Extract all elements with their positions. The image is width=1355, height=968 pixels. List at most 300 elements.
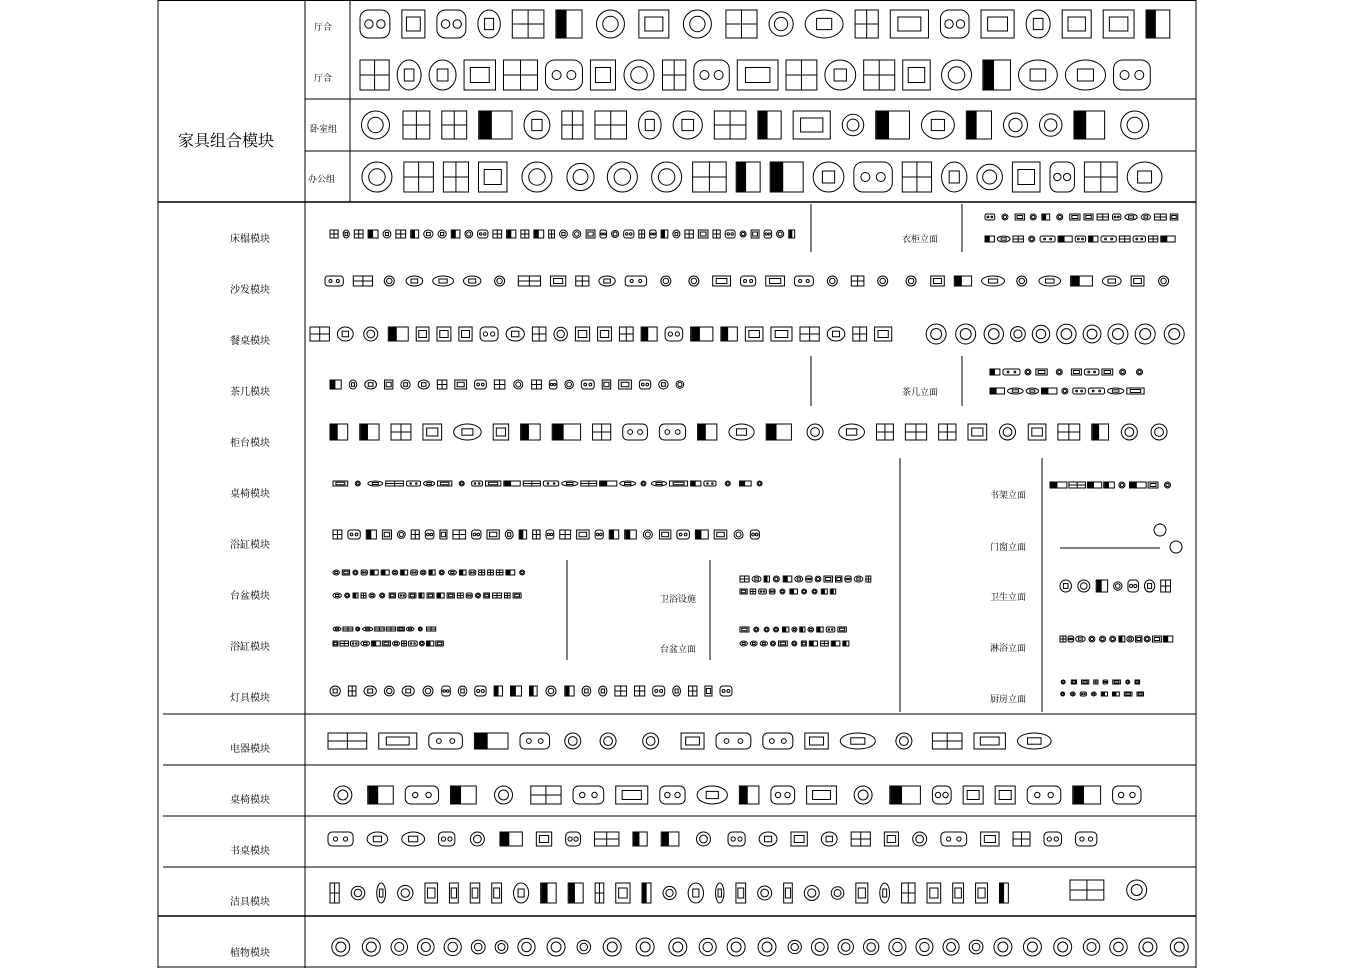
furniture-symbol	[562, 232, 565, 235]
furniture-symbol	[424, 481, 435, 486]
furniture-symbol	[1012, 390, 1018, 392]
furniture-symbol	[331, 425, 337, 439]
side-label: 门窗立面	[990, 543, 1027, 553]
furniture-symbol	[1008, 388, 1024, 394]
furniture-symbol	[741, 590, 745, 593]
module-row-label: 桌椅模块	[230, 489, 270, 500]
furniture-symbol	[372, 483, 378, 485]
furniture-symbol	[949, 171, 959, 183]
furniture-symbol	[681, 733, 704, 749]
furniture-symbol	[737, 163, 745, 191]
furniture-symbol	[438, 230, 446, 238]
furniture-symbol	[371, 571, 374, 574]
furniture-symbol	[737, 60, 778, 90]
furniture-symbol	[406, 689, 411, 693]
furniture-symbol	[851, 738, 865, 744]
furniture-symbol	[1138, 171, 1152, 183]
module-row-label: 植物模块	[230, 948, 270, 959]
furniture-symbol	[464, 60, 495, 90]
furniture-symbol	[794, 276, 813, 286]
furniture-symbol	[875, 327, 892, 341]
furniture-symbol	[884, 832, 898, 846]
furniture-symbol	[446, 690, 449, 693]
furniture-symbol	[1143, 942, 1153, 952]
furniture-symbol	[784, 577, 787, 581]
furniture-symbol	[985, 214, 995, 220]
furniture-symbol	[676, 381, 684, 389]
furniture-symbol	[628, 430, 633, 435]
furniture-symbol	[931, 119, 944, 130]
furniture-symbol	[826, 627, 835, 632]
furniture-symbol	[745, 327, 763, 341]
furniture-symbol	[397, 531, 405, 539]
furniture-symbol	[1102, 693, 1104, 695]
furniture-symbol	[1058, 370, 1061, 373]
furniture-symbol	[1047, 837, 1051, 841]
furniture-symbol	[742, 628, 747, 631]
furniture-symbol	[696, 832, 710, 846]
furniture-symbol	[731, 942, 741, 952]
furniture-symbol	[947, 943, 956, 952]
furniture-symbol	[1127, 117, 1142, 132]
furniture-symbol	[444, 938, 461, 955]
furniture-symbol	[410, 483, 412, 485]
furniture-symbol	[738, 837, 742, 841]
furniture-symbol	[473, 533, 476, 536]
furniture-symbol	[551, 942, 561, 952]
furniture-symbol	[955, 277, 961, 285]
furniture-symbol	[520, 733, 550, 749]
furniture-symbol	[1118, 792, 1123, 797]
furniture-symbol	[1083, 681, 1087, 683]
furniture-symbol	[616, 786, 648, 804]
furniture-symbol	[1136, 238, 1138, 240]
furniture-symbol	[433, 276, 454, 286]
furniture-symbol	[942, 60, 972, 90]
furniture-symbol	[575, 232, 579, 236]
furniture-symbol	[758, 886, 772, 900]
furniture-symbol	[977, 164, 1002, 189]
furniture-symbol	[941, 832, 967, 846]
furniture-symbol	[1086, 216, 1091, 219]
furniture-symbol	[811, 428, 820, 437]
furniture-symbol	[1088, 483, 1093, 487]
furniture-symbol	[508, 231, 511, 237]
furniture-symbol	[1166, 483, 1169, 486]
furniture-symbol	[369, 231, 372, 237]
furniture-symbol	[325, 276, 343, 286]
furniture-symbol	[755, 578, 759, 580]
furniture-symbol	[1035, 792, 1040, 797]
furniture-symbol	[623, 424, 648, 440]
furniture-symbol	[364, 686, 376, 696]
furniture-symbol	[731, 233, 733, 235]
furniture-symbol	[639, 280, 642, 283]
furniture-symbol	[407, 481, 421, 486]
furniture-symbol	[974, 733, 1005, 749]
furniture-symbol	[439, 279, 447, 283]
furniture-symbol	[1058, 942, 1068, 952]
furniture-symbol	[706, 791, 718, 798]
furniture-symbol	[580, 943, 587, 950]
furniture-symbol	[1094, 371, 1096, 373]
furniture-symbol	[580, 792, 585, 797]
furniture-symbol	[785, 888, 790, 898]
furniture-symbol	[371, 595, 373, 597]
furniture-symbol	[357, 628, 359, 630]
furniture-symbol	[740, 641, 747, 646]
furniture-symbol	[547, 483, 549, 485]
furniture-symbol	[810, 629, 812, 631]
furniture-symbol	[1159, 276, 1169, 286]
furniture-symbol	[384, 686, 394, 696]
furniture-symbol	[1062, 693, 1064, 695]
furniture-symbol	[1141, 238, 1143, 240]
furniture-symbol	[998, 942, 1008, 952]
furniture-symbol	[858, 790, 868, 800]
furniture-symbol	[1127, 162, 1162, 192]
furniture-symbol	[943, 792, 948, 797]
furniture-symbol	[1019, 278, 1024, 284]
furniture-symbol	[696, 531, 700, 538]
furniture-symbol	[684, 533, 687, 536]
furniture-symbol	[876, 173, 885, 182]
furniture-symbol	[856, 883, 868, 903]
furniture-symbol	[499, 790, 509, 800]
furniture-symbol	[461, 689, 464, 693]
furniture-symbol	[991, 389, 996, 393]
furniture-symbol	[1017, 216, 1023, 219]
furniture-symbol	[398, 885, 413, 900]
furniture-symbol	[1045, 119, 1057, 131]
furniture-symbol	[1151, 424, 1167, 440]
furniture-symbol	[356, 482, 359, 485]
furniture-symbol	[642, 482, 645, 485]
furniture-symbol	[745, 68, 769, 83]
furniture-symbol	[734, 530, 743, 539]
furniture-symbol	[722, 690, 725, 693]
furniture-symbol	[1169, 329, 1180, 340]
furniture-symbol	[1087, 942, 1096, 951]
furniture-symbol	[1154, 638, 1159, 641]
furniture-symbol	[1146, 637, 1149, 640]
furniture-symbol	[660, 786, 685, 804]
furniture-symbol	[343, 230, 349, 238]
furniture-symbol	[755, 533, 758, 536]
furniture-symbol	[692, 328, 700, 340]
side-label: 厨房立面	[990, 695, 1027, 705]
furniture-symbol	[553, 483, 555, 485]
furniture-symbol	[453, 20, 461, 28]
furniture-symbol	[365, 572, 367, 574]
furniture-symbol	[1138, 370, 1141, 373]
furniture-symbol	[489, 482, 498, 485]
furniture-symbol	[906, 276, 916, 286]
furniture-symbol	[522, 425, 529, 439]
furniture-symbol	[507, 571, 510, 574]
furniture-symbol	[508, 533, 511, 537]
furniture-symbol	[455, 380, 467, 389]
furniture-symbol	[495, 687, 498, 695]
furniture-symbol	[1026, 10, 1050, 38]
furniture-symbol	[422, 383, 426, 387]
furniture-symbol	[404, 69, 414, 81]
combo-row-label: 卧室组	[310, 125, 338, 135]
furniture-symbol	[847, 119, 859, 131]
furniture-symbol	[451, 572, 454, 574]
furniture-symbol	[677, 530, 690, 539]
furniture-symbol	[470, 595, 472, 597]
furniture-symbol	[727, 938, 745, 956]
furniture-symbol	[1121, 111, 1149, 139]
furniture-symbol	[983, 170, 997, 184]
furniture-symbol	[512, 331, 519, 337]
furniture-symbol	[678, 382, 682, 386]
furniture-symbol	[440, 571, 443, 574]
furniture-symbol	[1108, 279, 1116, 283]
furniture-symbol	[707, 483, 709, 485]
furniture-symbol	[481, 383, 484, 386]
furniture-symbol	[365, 380, 377, 389]
furniture-symbol	[402, 832, 425, 846]
furniture-symbol	[662, 833, 668, 845]
furniture-symbol	[332, 938, 350, 956]
furniture-symbol	[694, 60, 729, 90]
furniture-symbol	[414, 643, 416, 645]
furniture-symbol	[893, 942, 902, 951]
furniture-symbol	[722, 328, 728, 340]
furniture-symbol	[565, 380, 573, 388]
furniture-symbol	[854, 162, 892, 192]
furniture-symbol	[797, 578, 800, 580]
furniture-symbol	[389, 328, 396, 340]
furniture-symbol	[750, 280, 753, 283]
furniture-symbol	[607, 942, 617, 952]
furniture-symbol	[604, 737, 613, 746]
furniture-symbol	[610, 531, 613, 538]
furniture-symbol	[753, 232, 758, 236]
furniture-symbol	[427, 888, 434, 898]
furniture-symbol	[369, 169, 386, 186]
furniture-symbol	[956, 20, 964, 28]
furniture-symbol	[539, 836, 548, 843]
furniture-symbol	[351, 641, 359, 646]
furniture-symbol	[1102, 369, 1113, 375]
furniture-symbol	[334, 642, 337, 645]
furniture-symbol	[532, 119, 542, 130]
furniture-symbol	[411, 279, 418, 283]
furniture-symbol	[1105, 483, 1109, 487]
furniture-symbol	[916, 835, 924, 843]
furniture-symbol	[659, 424, 685, 440]
furniture-symbol	[413, 792, 418, 797]
furniture-symbol	[948, 67, 965, 84]
furniture-symbol	[429, 733, 463, 749]
furniture-symbol	[791, 590, 794, 593]
furniture-symbol	[769, 12, 793, 36]
furniture-symbol	[1058, 215, 1061, 218]
furniture-symbol	[1075, 112, 1086, 138]
furniture-symbol	[626, 531, 630, 538]
furniture-symbol	[1038, 371, 1045, 374]
furniture-symbol	[769, 739, 774, 744]
furniture-symbol	[1120, 71, 1129, 80]
furniture-symbol	[810, 737, 824, 745]
furniture-symbol	[807, 578, 809, 580]
furniture-symbol	[1092, 390, 1094, 392]
furniture-symbol	[1114, 60, 1151, 90]
furniture-symbol	[988, 279, 997, 283]
furniture-symbol	[535, 231, 538, 237]
furniture-symbol	[880, 278, 886, 284]
furniture-symbol	[362, 938, 380, 956]
furniture-symbol	[832, 629, 834, 631]
furniture-symbol	[1081, 583, 1088, 590]
furniture-symbol	[744, 280, 747, 283]
furniture-symbol	[769, 279, 780, 284]
furniture-symbol	[554, 279, 563, 284]
module-row-label: 茶几模块	[230, 387, 270, 398]
furniture-symbol	[916, 938, 933, 955]
furniture-symbol	[738, 888, 744, 898]
furniture-symbol	[483, 332, 487, 336]
furniture-symbol	[714, 530, 727, 539]
furniture-symbol	[1127, 880, 1147, 900]
furniture-symbol	[1080, 837, 1084, 841]
furniture-symbol	[999, 791, 1011, 800]
module-row-label: 台盆模块	[230, 591, 270, 602]
furniture-symbol	[1044, 238, 1046, 240]
furniture-symbol	[988, 17, 1008, 31]
furniture-symbol	[1070, 692, 1075, 696]
furniture-symbol	[404, 383, 408, 387]
side-label: 衣柜立面	[902, 235, 939, 245]
furniture-symbol	[838, 939, 853, 954]
furniture-symbol	[362, 162, 392, 192]
furniture-symbol	[420, 570, 426, 575]
furniture-symbol	[1054, 173, 1061, 180]
furniture-symbol	[479, 483, 481, 485]
furniture-symbol	[689, 276, 699, 286]
furniture-symbol	[352, 643, 354, 645]
furniture-symbol	[640, 942, 650, 952]
furniture-symbol	[526, 739, 531, 744]
furniture-symbol	[1164, 324, 1184, 344]
furniture-symbol	[1044, 832, 1062, 846]
furniture-symbol	[603, 16, 618, 31]
furniture-symbol	[997, 236, 1010, 242]
furniture-symbol	[355, 533, 358, 536]
furniture-symbol	[931, 276, 945, 286]
furniture-symbol	[1139, 938, 1157, 956]
furniture-symbol	[854, 786, 872, 804]
furniture-symbol	[729, 424, 754, 440]
furniture-symbol	[457, 382, 464, 387]
furniture-symbol	[908, 278, 914, 284]
furniture-symbol	[763, 733, 793, 749]
furniture-symbol	[703, 942, 712, 951]
furniture-symbol	[554, 327, 567, 340]
furniture-symbol	[480, 233, 482, 235]
furniture-symbol	[1111, 238, 1113, 240]
furniture-symbol	[584, 383, 587, 386]
furniture-symbol	[920, 942, 929, 951]
furniture-symbol	[470, 68, 489, 83]
furniture-symbol	[809, 578, 811, 580]
furniture-symbol	[420, 642, 423, 645]
furniture-symbol	[362, 572, 364, 574]
furniture-symbol	[848, 578, 850, 580]
furniture-symbol	[645, 532, 650, 537]
furniture-symbol	[968, 424, 987, 440]
furniture-symbol	[799, 280, 802, 283]
furniture-symbol	[498, 943, 505, 950]
furniture-symbol	[1101, 236, 1116, 242]
furniture-symbol	[833, 331, 840, 337]
furniture-symbol	[582, 686, 591, 696]
furniture-symbol	[604, 279, 611, 283]
module-row-label: 桌椅模块	[230, 795, 270, 806]
furniture-symbol	[412, 572, 414, 574]
furniture-symbol	[425, 688, 431, 694]
furniture-symbol	[653, 233, 655, 235]
furniture-symbol	[366, 628, 370, 630]
furniture-symbol	[452, 231, 455, 237]
module-row-label: 书桌模块	[230, 846, 270, 857]
furniture-symbol	[485, 18, 494, 29]
furniture-symbol	[441, 20, 449, 28]
furniture-symbol	[1040, 236, 1055, 242]
furniture-symbol	[1134, 584, 1137, 587]
furniture-symbol	[956, 324, 976, 344]
furniture-symbol	[1110, 938, 1127, 955]
furniture-symbol	[626, 233, 628, 235]
furniture-symbol	[387, 688, 392, 693]
furniture-symbol	[793, 111, 830, 139]
furniture-symbol	[557, 330, 564, 337]
furniture-symbol	[1003, 215, 1006, 218]
furniture-symbol	[765, 577, 767, 581]
furniture-symbol	[808, 627, 814, 632]
furniture-symbol	[863, 939, 878, 954]
furniture-symbol	[1134, 279, 1142, 284]
furniture-symbol	[1130, 483, 1136, 487]
furniture-symbol	[422, 572, 424, 574]
furniture-symbol	[778, 232, 782, 236]
furniture-symbol	[337, 327, 353, 341]
furniture-symbol	[1114, 942, 1124, 952]
module-row-label: 柜台模块	[230, 438, 270, 449]
furniture-symbol	[1114, 681, 1119, 683]
furniture-symbol	[379, 733, 417, 749]
furniture-symbol	[634, 833, 639, 845]
furniture-symbol	[625, 276, 646, 286]
furniture-symbol	[568, 737, 577, 746]
furniture-symbol	[484, 170, 501, 185]
furniture-symbol	[377, 20, 385, 28]
furniture-symbol	[714, 71, 723, 80]
furniture-symbol	[518, 889, 524, 897]
furniture-symbol	[369, 593, 375, 598]
furniture-symbol	[1113, 786, 1141, 804]
furniture-symbol	[601, 689, 604, 693]
module-row-label: 沙发模块	[230, 285, 270, 296]
furniture-symbol	[1061, 329, 1072, 340]
furniture-symbol	[1043, 389, 1048, 393]
furniture-symbol	[592, 792, 597, 797]
furniture-symbol	[1017, 733, 1051, 749]
furniture-symbol	[826, 578, 831, 581]
